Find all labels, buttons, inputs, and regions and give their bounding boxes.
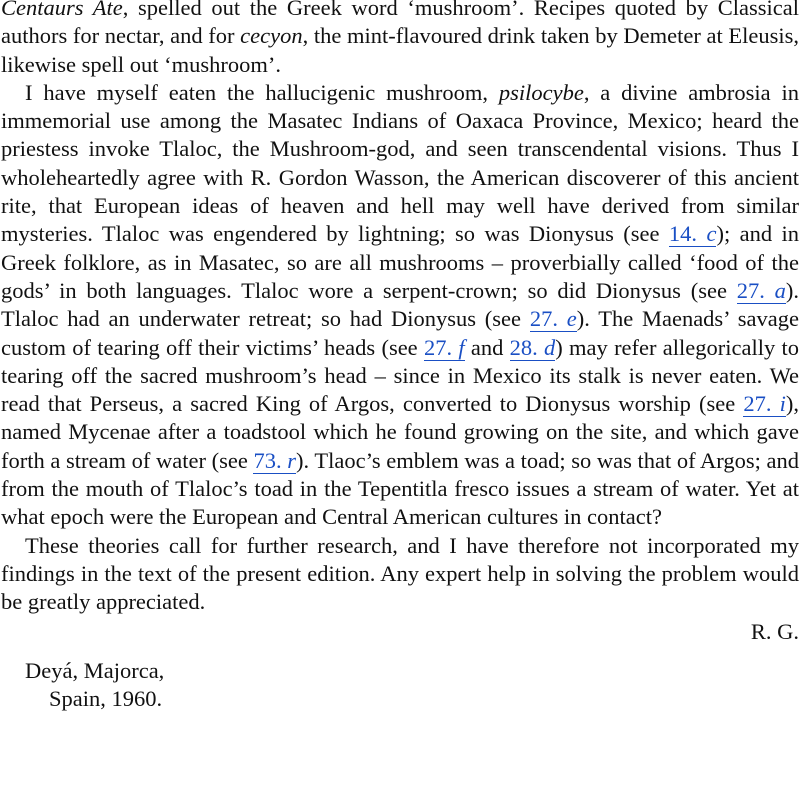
- paragraph-text: , a divine ambrosia in immemorial use among the Masatec Indians of Oaxaca Province, Mexico; heard the priestess invoke Tlaloc, the Mushroom-god, and seen transcendental visions. Thus I wholeheartedly agree with R. Gordon Wasson, the American discoverer of this ancient rite, that European ideas of heaven and hell may well have derived from similar mysteries. Tlaloc was engendered by lightning; so was Dionysus (see: [1, 79, 800, 247]
- document-page: [1, 0, 799, 713]
- italic-term: psilocybe: [498, 79, 584, 105]
- cross-reference-link[interactable]: [669, 221, 717, 247]
- paragraph-text: ). The Maenads’ savage custom of tearing off their victims’ heads (see: [1, 306, 800, 360]
- cross-reference-link[interactable]: [253, 448, 296, 474]
- reference-number: 27.: [743, 391, 780, 417]
- cross-reference-link[interactable]: [737, 278, 786, 304]
- author-initials: R. G.: [750, 618, 799, 644]
- paragraph-2: [1, 79, 799, 532]
- cross-reference-link[interactable]: [530, 306, 577, 332]
- reference-letter: c: [706, 221, 717, 247]
- italic-term: cecyon: [240, 23, 303, 49]
- reference-letter: f: [458, 334, 465, 360]
- paragraph-text: ). Tlaoc’s emblem was a toad; so was that of Argos; and from the mouth of Tlaloc’s toad in the Tepentitla fresco issues a stream of water. Yet at what epoch were the European and Central American cultures in contact?: [1, 447, 799, 530]
- reference-letter: i: [779, 391, 786, 417]
- reference-number: 73.: [253, 447, 288, 473]
- reference-number: 14.: [668, 221, 707, 247]
- paragraph-text: ). Tlaloc had an underwater retreat; so had Dionysus (see: [1, 277, 800, 332]
- reference-letter: d: [544, 334, 556, 360]
- reference-letter: e: [566, 306, 577, 332]
- cross-reference-link[interactable]: [743, 391, 786, 417]
- paragraph-text: , spelled out the Greek word ‘mushroom’. Recipes quoted by Classical authors for nectar, and for: [1, 0, 799, 49]
- paragraph-text: These theories call for further research, and I have therefore not incorporated my findings in the text of the present edition. Any expert help in solving the problem would be greatly appreciated.: [1, 532, 799, 615]
- date-line: Spain, 1960.: [49, 686, 163, 712]
- reference-number: 28.: [509, 334, 545, 360]
- paragraph-text: and: [464, 334, 510, 360]
- reference-letter: a: [774, 277, 786, 303]
- reference-number: 27.: [736, 277, 775, 303]
- reference-letter: r: [287, 447, 296, 473]
- reference-number: 27.: [423, 334, 459, 360]
- italic-term: Centaurs Ate: [1, 0, 123, 20]
- paragraph-3: [1, 532, 799, 617]
- paragraph-1: [1, 0, 799, 79]
- cross-reference-link[interactable]: [424, 335, 465, 361]
- paragraph-text: ), named Mycenae after a toadstool which he found growing on the site, and which gave forth a stream of water (see: [1, 391, 800, 473]
- place-line: Deyá, Majorca,: [25, 657, 165, 683]
- paragraph-text: ) may refer allegorically to tearing off the sacred mushroom’s head – since in Mexico its stalk is never eaten. We read that Perseus, a sacred King of Argos, converted to Dionysus worship (see: [1, 334, 799, 417]
- paragraph-text: , the mint-flavoured drink taken by Demeter at Eleusis, likewise spell out ‘mushroom’.: [1, 23, 799, 77]
- paragraph-text: ); and in Greek folklore, as in Masatec, so are all mushrooms – proverbially called ‘food of the gods’ in both languages. Tlaloc wore a serpent-crown; so did Dionysus (see: [1, 221, 800, 303]
- reference-number: 27.: [529, 306, 567, 332]
- cross-reference-link[interactable]: [510, 335, 556, 361]
- paragraph-text: I have myself eaten the hallucigenic mushroom,: [25, 79, 499, 105]
